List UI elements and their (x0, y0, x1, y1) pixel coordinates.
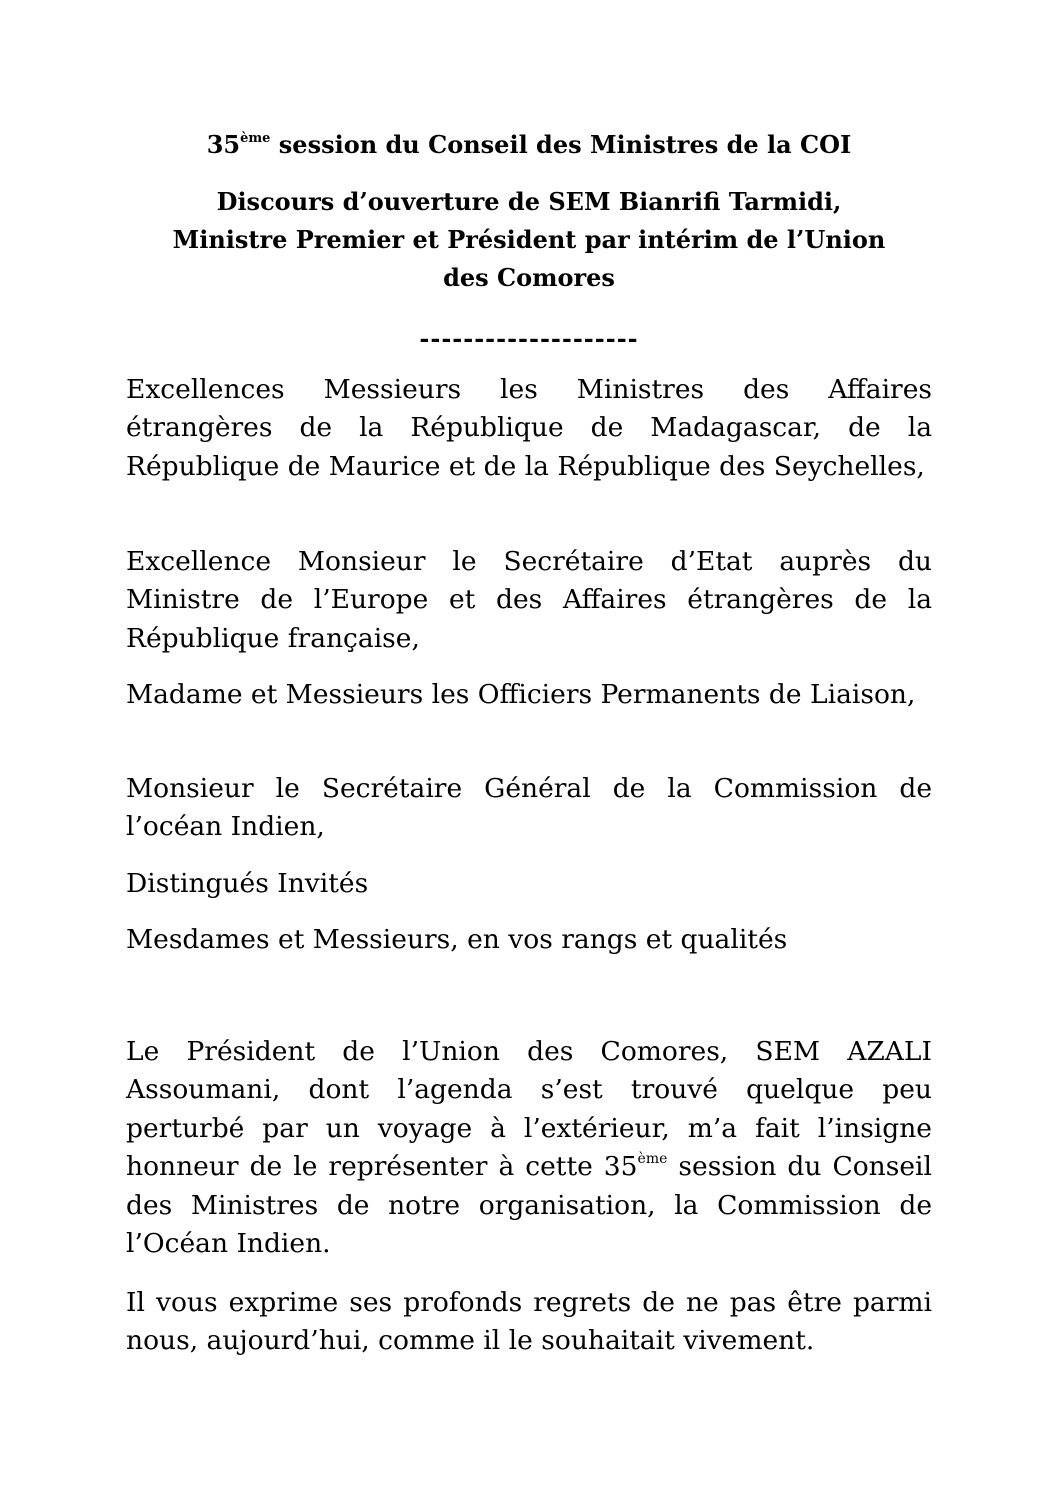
salutation-secretary-of-state: Excellence Monsieur le Secrétaire d’Etat auprès du Ministre de l’Europe et des Affaires étrangères de la République française, (126, 546, 932, 654)
salutation-liaison-officers: Madame et Messieurs les Officiers Permanents de Liaison, (126, 679, 916, 710)
body-paragraph-2: Il vous exprime ses profonds regrets de ne pas être parmi nous, aujourd’hui, comme il le souhaitait vivement. (126, 1287, 932, 1357)
document-title (100, 126, 958, 164)
subtitle-line-2: Ministre Premier et Président par intérim de l’Union (172, 225, 886, 254)
body-1-text-a: Le Président de l’Union des Comores, SEM AZALI Assoumani, dont l’agenda s’est trouvé quelque peu perturbé par un voyage à l’extérieur, m’a fait l’insigne honneur de le représenter à cette 35 (126, 1036, 932, 1183)
subtitle-line-3: des Comores (443, 263, 615, 292)
title-text: session du Conseil des Ministres de la COI (270, 130, 852, 159)
salutation-ministers: Excellences Messieurs les Ministres des Affaires étrangères de la République de Madagascar, de la République de Maurice et de la République des Seychelles, (126, 374, 932, 482)
salutation-secretary-general: Monsieur le Secrétaire Général de la Commission de l’océan Indien, (126, 773, 932, 843)
subtitle-line-1: Discours d’ouverture de SEM Bianrifi Tarmidi, (216, 187, 842, 216)
separator-line: -------------------- (419, 324, 639, 353)
title-superscript: ème (240, 131, 271, 146)
title-number: 35 (206, 130, 241, 159)
salutation-audience: Mesdames et Messieurs, en vos rangs et qualités (126, 924, 788, 955)
speech-subtitle (100, 183, 958, 297)
body-paragraph-1 (126, 1033, 932, 1263)
body-1-superscript: ème (637, 1151, 668, 1168)
salutation-guests: Distingués Invités (126, 868, 369, 899)
body-1-text-b: session du Conseil des Ministres de notre organisation, la Commission de l’Océan Indien. (126, 1151, 932, 1260)
